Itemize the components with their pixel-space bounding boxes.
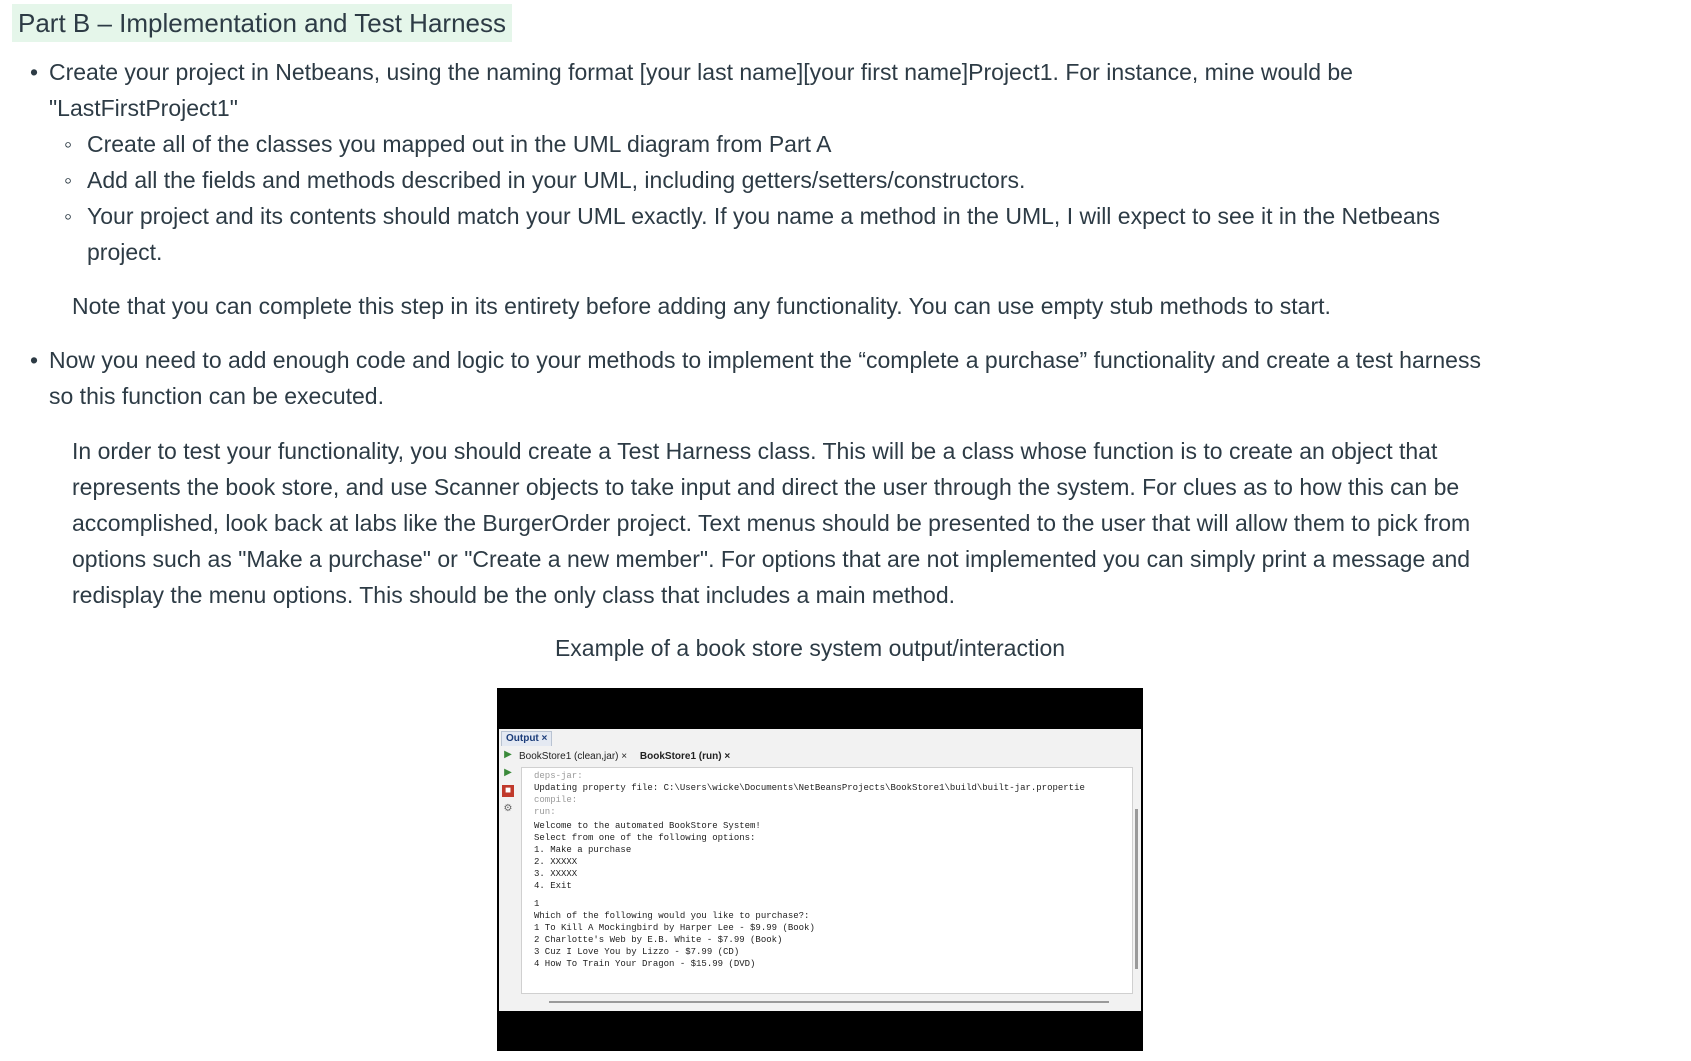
console-line: Select from one of the following options: [534, 833, 756, 843]
bullet2-line2: so this function can be executed. [49, 383, 384, 409]
console-line: 1 To Kill A Mockingbird by Harper Lee - $9.99 (Book) [534, 923, 815, 933]
console-line: 1 [534, 899, 540, 909]
console-line: 2. XXXXX [534, 857, 578, 867]
horizontal-scrollbar[interactable] [549, 1001, 1109, 1003]
console-line: 2 Charlotte's Web by E.B. White - $7.99 (Book) [534, 935, 783, 945]
output-tab: Output × [501, 731, 552, 746]
stop-icon: ■ [502, 785, 514, 797]
sub-bullet-1: Create all of the classes you mapped out in the UML diagram from Part A [87, 131, 832, 157]
sub-bullet-circle [64, 198, 72, 234]
harness-paragraph-line: accomplished, look back at labs like the BurgerOrder project. Text menus should be presented to the user that will allow them to pick from [72, 510, 1471, 536]
output-screenshot [497, 688, 1143, 1051]
output-panel [499, 729, 1141, 1011]
console-line: Welcome to the automated BookStore System! [534, 821, 761, 831]
console-line: 4 How To Train Your Dragon - $15.99 (DVD) [534, 959, 756, 969]
harness-paragraph-line: represents the book store, and use Scanner objects to take input and direct the user through the system. For clues as to how this can be [72, 474, 1460, 500]
tab-run: BookStore1 (run) × [639, 751, 731, 762]
bullet1-line1: Create your project in Netbeans, using the naming format [your last name][your first name]Project1. For instance, mine would be [49, 59, 1353, 85]
bullet2-line1: Now you need to add enough code and logic to your methods to implement the “complete a purchase” functionality and create a test harness [49, 347, 1481, 373]
settings-icon: ⚙ [503, 803, 513, 814]
figure-caption: Example of a book store system output/interaction [554, 635, 1066, 661]
console-line: 3. XXXXX [534, 869, 578, 879]
harness-paragraph-line: In order to test your functionality, you should create a Test Harness class. This will be a class whose function is to create an object that [72, 438, 1438, 464]
bullet1-line2: "LastFirstProject1" [49, 95, 238, 121]
console-line: compile: [534, 795, 578, 805]
console-output [521, 767, 1133, 994]
rerun-with-options-icon: ▶ [504, 767, 512, 778]
sub-bullet-2: Add all the fields and methods described in your UML, including getters/setters/constructors. [87, 167, 1026, 193]
rerun-icon: ▶ [504, 749, 512, 760]
harness-paragraph-line: options such as "Make a purchase" or "Create a new member". For options that are not implemented you can simply print a message and [72, 546, 1471, 572]
console-line: run: [534, 807, 556, 817]
bullet-dot [30, 342, 38, 378]
harness-paragraph-line: redisplay the menu options. This should be the only class that includes a main method. [72, 582, 956, 608]
console-line: deps-jar: [534, 771, 583, 781]
sub-bullet-circle [64, 126, 72, 162]
section-heading: Part B – Implementation and Test Harness [12, 4, 512, 42]
bullet-dot [30, 54, 38, 90]
sub-bullet-3-line2: project. [87, 239, 163, 265]
sub-bullet-circle [64, 162, 72, 198]
note-paragraph: Note that you can complete this step in its entirety before adding any functionality. You can use empty stub methods to start. [72, 293, 1331, 319]
tab-clean-jar: BookStore1 (clean,jar) × [519, 751, 628, 762]
sub-bullet-3-line1: Your project and its contents should match your UML exactly. If you name a method in the UML, I will expect to see it in the Netbeans [87, 203, 1441, 229]
console-line: 3 Cuz I Love You by Lizzo - $7.99 (CD) [534, 947, 740, 957]
console-line: Updating property file: C:\Users\wicke\Documents\NetBeansProjects\BookStore1\build\built-jar.propertie [534, 783, 1085, 793]
run-tabs [519, 749, 740, 765]
console-line: 4. Exit [534, 881, 572, 891]
console-line: Which of the following would you like to purchase?: [534, 911, 810, 921]
console-line: 1. Make a purchase [534, 845, 632, 855]
vertical-scrollbar[interactable] [1135, 809, 1138, 969]
